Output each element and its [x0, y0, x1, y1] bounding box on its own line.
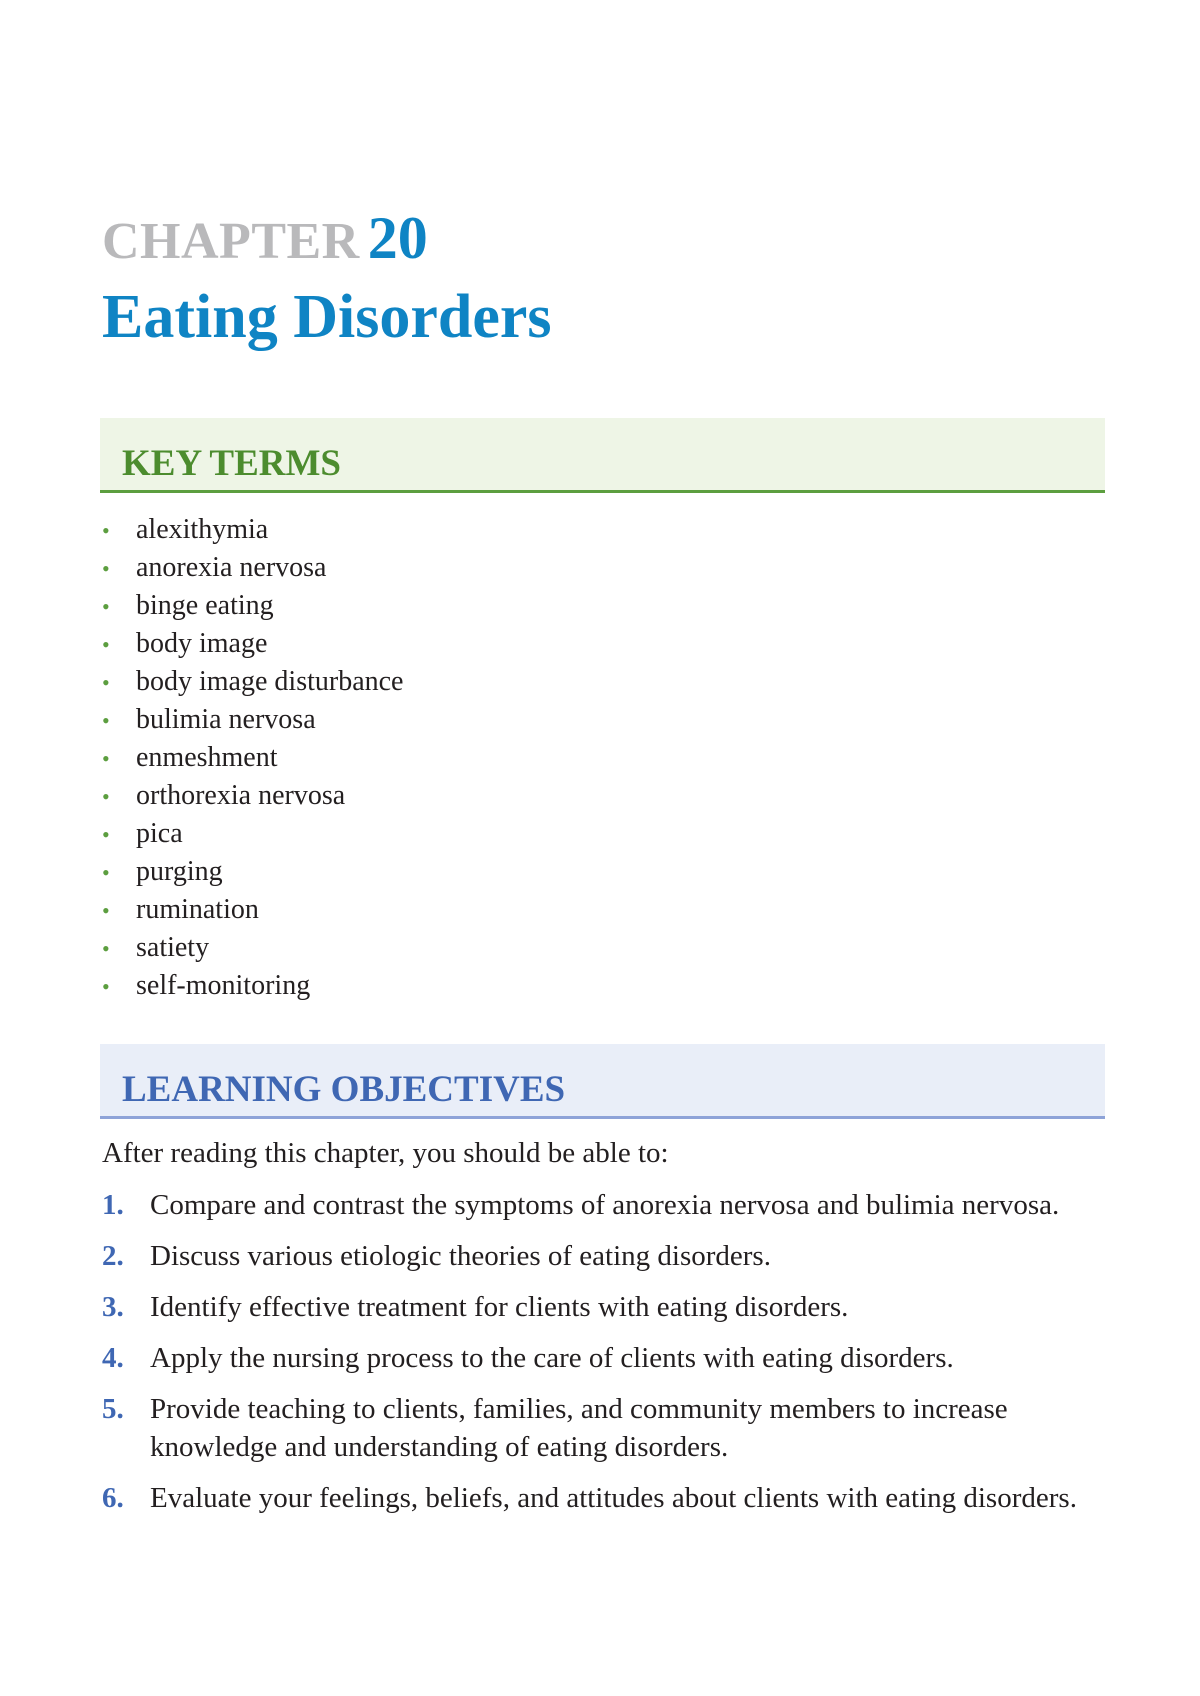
bullet-icon: • [102, 822, 110, 847]
objective-item [102, 1479, 1092, 1517]
key-term-text: body image disturbance [136, 666, 404, 697]
objective-number: 3. [102, 1291, 124, 1323]
key-terms-header [100, 418, 1105, 493]
key-term-item [102, 625, 403, 663]
key-term-text: binge eating [136, 590, 274, 621]
chapter-word: CHAPTER [102, 213, 360, 270]
key-term-text: body image [136, 628, 268, 659]
objective-text: Provide teaching to clients, families, and community members to increase knowledge and understanding of eating disorders. [150, 1393, 1008, 1463]
objective-text: Compare and contrast the symptoms of anorexia nervosa and bulimia nervosa. [150, 1189, 1060, 1221]
bullet-icon: • [102, 936, 110, 961]
bullet-icon: • [102, 594, 110, 619]
key-term-item [102, 853, 403, 891]
objective-text: Discuss various etiologic theories of eating disorders. [150, 1240, 771, 1272]
bullet-icon: • [102, 708, 110, 733]
key-term-text: anorexia nervosa [136, 552, 327, 583]
key-term-item [102, 891, 403, 929]
bullet-icon: • [102, 670, 110, 695]
chapter-heading [102, 205, 428, 271]
bullet-icon: • [102, 632, 110, 657]
key-term-item [102, 967, 403, 1005]
objectives-list [102, 1186, 1092, 1530]
objective-number: 6. [102, 1482, 124, 1514]
bullet-icon: • [102, 974, 110, 999]
objective-number: 2. [102, 1240, 124, 1272]
key-term-item [102, 815, 403, 853]
objective-number: 5. [102, 1393, 124, 1425]
key-term-item [102, 929, 403, 967]
key-term-text: alexithymia [136, 514, 269, 545]
bullet-icon: • [102, 518, 110, 543]
objective-number: 1. [102, 1189, 124, 1221]
learning-objectives-header [100, 1044, 1105, 1119]
key-term-text: enmeshment [136, 742, 278, 773]
bullet-icon: • [102, 746, 110, 771]
key-term-item [102, 701, 403, 739]
key-term-item [102, 549, 403, 587]
objective-number: 4. [102, 1342, 124, 1374]
key-term-item [102, 739, 403, 777]
bullet-icon: • [102, 556, 110, 581]
key-term-text: rumination [136, 894, 259, 925]
key-term-item [102, 511, 403, 549]
key-term-text: purging [136, 856, 223, 887]
key-term-text: pica [136, 818, 183, 849]
objective-item [102, 1339, 1092, 1377]
bullet-icon: • [102, 860, 110, 885]
learning-objectives-heading: LEARNING OBJECTIVES [122, 1068, 566, 1110]
key-term-text: bulimia nervosa [136, 704, 316, 735]
key-term-item [102, 587, 403, 625]
objective-text: Apply the nursing process to the care of clients with eating disorders. [150, 1342, 954, 1374]
objective-item [102, 1288, 1092, 1326]
key-terms-list [102, 511, 403, 1005]
objective-item [102, 1390, 1092, 1466]
objectives-intro: After reading this chapter, you should be able to: [102, 1137, 669, 1169]
key-term-text: satiety [136, 932, 210, 963]
key-term-item [102, 663, 403, 701]
objective-text: Identify effective treatment for clients with eating disorders. [150, 1291, 849, 1323]
objective-text: Evaluate your feelings, beliefs, and attitudes about clients with eating disorders. [150, 1482, 1077, 1514]
chapter-number: 20 [367, 205, 428, 271]
chapter-title: Eating Disorders [102, 283, 552, 351]
key-terms-heading: KEY TERMS [122, 442, 341, 484]
key-term-text: self-monitoring [136, 970, 311, 1001]
objective-item [102, 1186, 1092, 1224]
objective-item [102, 1237, 1092, 1275]
bullet-icon: • [102, 784, 110, 809]
bullet-icon: • [102, 898, 110, 923]
key-term-item [102, 777, 403, 815]
key-term-text: orthorexia nervosa [136, 780, 346, 811]
